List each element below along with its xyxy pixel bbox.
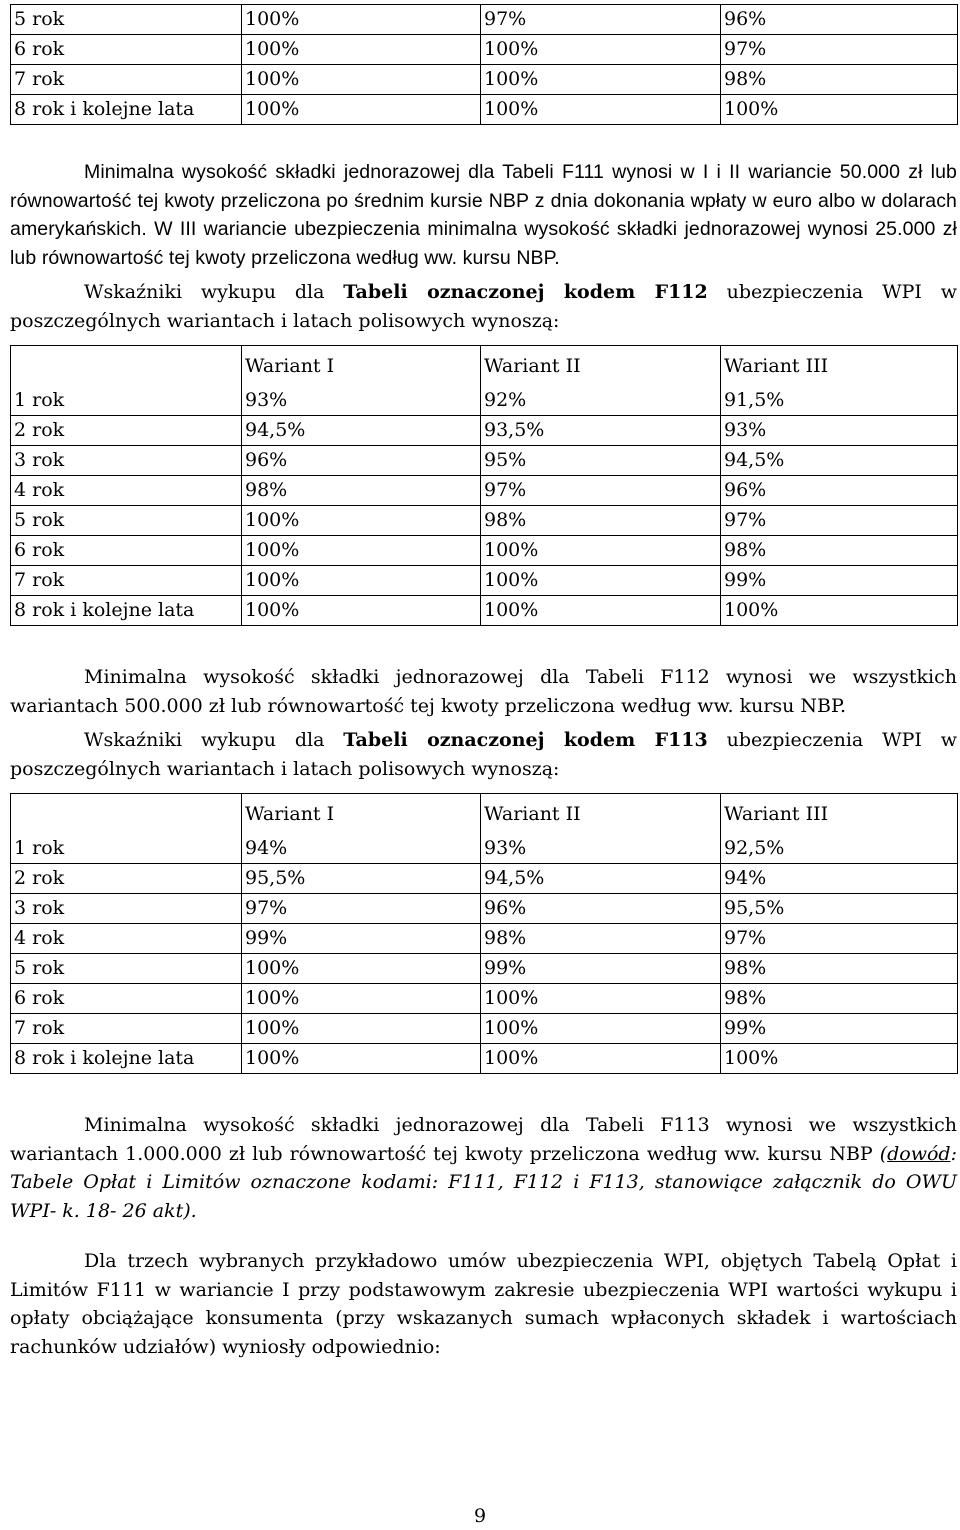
evidence-note: (dowód: Tabele Opłat i Limitów oznaczone kodami: F111, F112 i F113, stanowiące załącznik do OWU WPI- k. 18- 26 akt). xyxy=(10,1142,957,1222)
table-cell: 93% xyxy=(242,386,481,416)
table-cell: 5 rok xyxy=(11,506,242,536)
table-cell: 100% xyxy=(242,506,481,536)
table-row xyxy=(11,924,958,954)
table-cell: 94,5% xyxy=(242,416,481,446)
table-cell: 6 rok xyxy=(11,984,242,1014)
document-page xyxy=(10,4,957,1361)
table-cell: 100% xyxy=(481,596,721,626)
table-row xyxy=(11,984,958,1014)
table-row xyxy=(11,386,958,416)
table-cell: 6 rok xyxy=(11,35,242,65)
table-cell: 98% xyxy=(481,506,721,536)
table-row xyxy=(11,65,958,95)
table-cell: 98% xyxy=(721,984,958,1014)
table-cell: 7 rok xyxy=(11,65,242,95)
table-row xyxy=(11,506,958,536)
paragraph-example-contracts: Dla trzech wybranych przykładowo umów ubezpieczenia WPI, objętych Tabelą Opłat i Limitów F111 w wariancie I przy podstawowym zakresie ubezpieczenia WPI wartości wykupu i opłaty obciążające konsumenta (przy wskazanych sumach wpłaconych składek i wartościach rachunków udziałów) wyniosły odpowiednio: xyxy=(10,1250,957,1358)
table-cell: 100% xyxy=(481,536,721,566)
table-cell: 99% xyxy=(481,954,721,984)
table-cell: 98% xyxy=(721,954,958,984)
table-cell: 94,5% xyxy=(481,864,721,894)
table-cell: 7 rok xyxy=(11,1014,242,1044)
table-cell: 92,5% xyxy=(721,834,958,864)
table-cell: 100% xyxy=(242,35,481,65)
table-cell: 95,5% xyxy=(242,864,481,894)
table-cell: 97% xyxy=(721,35,958,65)
table-cell: 1 rok xyxy=(11,834,242,864)
table-cell: 6 rok xyxy=(11,536,242,566)
table-header-cell xyxy=(11,794,242,835)
table-f112 xyxy=(10,345,958,626)
table-cell: 93% xyxy=(721,416,958,446)
table-f113 xyxy=(10,793,958,1074)
table-cell: 98% xyxy=(481,924,721,954)
table-cell: 3 rok xyxy=(11,446,242,476)
table-cell: 95,5% xyxy=(721,894,958,924)
table-row xyxy=(11,446,958,476)
table-cell: 98% xyxy=(721,65,958,95)
paragraph-f112-intro: Wskaźniki wykupu dla Tabeli oznaczonej kodem F112 ubezpieczenia WPI w poszczególnych wariantach i latach polisowych wynoszą: xyxy=(10,281,957,332)
table-cell: 94,5% xyxy=(721,446,958,476)
table-cell: 96% xyxy=(242,446,481,476)
table-header-cell: Wariant II xyxy=(481,794,721,835)
table-cell: 100% xyxy=(242,1044,481,1074)
table-cell: 100% xyxy=(481,1014,721,1044)
table-cell: 100% xyxy=(242,536,481,566)
table-cell: 100% xyxy=(481,95,721,125)
table-cell: 96% xyxy=(721,476,958,506)
table-cell: 99% xyxy=(242,924,481,954)
table-row xyxy=(11,5,958,35)
table-cell: 100% xyxy=(721,596,958,626)
table-cell: 100% xyxy=(481,984,721,1014)
paragraph-min-premium-f112: Minimalna wysokość składki jednorazowej dla Tabeli F112 wynosi we wszystkich wariantach 500.000 zł lub równowartość tej kwoty przeliczona według ww. kursu NBP. xyxy=(10,666,957,717)
table-header-row xyxy=(11,346,958,387)
table-cell: 96% xyxy=(721,5,958,35)
table-cell: 100% xyxy=(242,596,481,626)
table-code-label: Tabeli oznaczonej kodem F113 xyxy=(343,729,708,751)
table-row xyxy=(11,864,958,894)
table-row xyxy=(11,35,958,65)
table-row xyxy=(11,1044,958,1074)
table-cell: 100% xyxy=(242,954,481,984)
table-cell: 1 rok xyxy=(11,386,242,416)
paragraph-f113-intro: Wskaźniki wykupu dla Tabeli oznaczonej kodem F113 ubezpieczenia WPI w poszczególnych wariantach i latach polisowych wynoszą: xyxy=(10,729,957,780)
table-row xyxy=(11,566,958,596)
table-cell: 98% xyxy=(242,476,481,506)
table-cell: 100% xyxy=(721,95,958,125)
table-cell: 100% xyxy=(242,566,481,596)
table-cell: 2 rok xyxy=(11,864,242,894)
table-row xyxy=(11,95,958,125)
page-number: 9 xyxy=(473,1505,487,1527)
table-cell: 94% xyxy=(242,834,481,864)
table-header-cell: Wariant II xyxy=(481,346,721,387)
paragraph-min-premium-f111: Minimalna wysokość składki jednorazowej dla Tabeli F111 wynosi w I i II wariancie 50.000 zł lub równowartość tej kwoty przeliczona po średnim kursie NBP z dnia dokonania wpłaty w euro albo w dolarach amerykańskich. W III wariancie ubezpieczenia minimalna wysokość składki jednorazowej wynosi 25.000 zł lub równowartość tej kwoty przeliczona według ww. kursu NBP. xyxy=(10,161,957,269)
table-row xyxy=(11,416,958,446)
table-row xyxy=(11,894,958,924)
table-row xyxy=(11,596,958,626)
table-header-cell: Wariant III xyxy=(721,794,958,835)
table-cell: 2 rok xyxy=(11,416,242,446)
table-row xyxy=(11,834,958,864)
table-cell: 5 rok xyxy=(11,954,242,984)
table-cell: 100% xyxy=(481,566,721,596)
table-cell: 99% xyxy=(721,566,958,596)
table-cell: 100% xyxy=(481,1044,721,1074)
table-cell: 94% xyxy=(721,864,958,894)
table-cell: 100% xyxy=(481,35,721,65)
evidence-label: dowód xyxy=(887,1142,951,1165)
table-cell: 100% xyxy=(242,1014,481,1044)
table-cell: 8 rok i kolejne lata xyxy=(11,1044,242,1074)
table-cell: 100% xyxy=(242,984,481,1014)
table-cell: 4 rok xyxy=(11,924,242,954)
table-cell: 97% xyxy=(721,924,958,954)
table-header-cell: Wariant I xyxy=(242,794,481,835)
table-row xyxy=(11,476,958,506)
table-f111-continued xyxy=(10,4,958,125)
paragraph-min-premium-f113: Minimalna wysokość składki jednorazowej dla Tabeli F113 wynosi we wszystkich wariantach 1.000.000 zł lub równowartość tej kwoty przeliczona według ww. kursu NBP (dowód: Tabele Opłat i Limitów oznaczone kodami: F111, F112 i F113, stanowiące załącznik do OWU WPI- k. 18- 26 akt). xyxy=(10,1114,957,1222)
table-cell: 93% xyxy=(481,834,721,864)
table-cell: 100% xyxy=(481,65,721,95)
table-cell: 100% xyxy=(242,5,481,35)
table-cell: 97% xyxy=(242,894,481,924)
table-cell: 91,5% xyxy=(721,386,958,416)
table-cell: 7 rok xyxy=(11,566,242,596)
table-cell: 8 rok i kolejne lata xyxy=(11,596,242,626)
table-cell: 99% xyxy=(721,1014,958,1044)
table-cell: 100% xyxy=(721,1044,958,1074)
table-header-row xyxy=(11,794,958,835)
table-cell: 96% xyxy=(481,894,721,924)
table-cell: 95% xyxy=(481,446,721,476)
table-cell: 98% xyxy=(721,536,958,566)
table-row xyxy=(11,536,958,566)
table-code-label: Tabeli oznaczonej kodem F112 xyxy=(343,281,708,303)
table-cell: 4 rok xyxy=(11,476,242,506)
table-cell: 92% xyxy=(481,386,721,416)
table-cell: 8 rok i kolejne lata xyxy=(11,95,242,125)
table-cell: 97% xyxy=(721,506,958,536)
table-cell: 3 rok xyxy=(11,894,242,924)
table-header-cell: Wariant III xyxy=(721,346,958,387)
table-cell: 5 rok xyxy=(11,5,242,35)
table-row xyxy=(11,1014,958,1044)
table-cell: 93,5% xyxy=(481,416,721,446)
table-cell: 100% xyxy=(242,95,481,125)
table-header-cell xyxy=(11,346,242,387)
table-cell: 97% xyxy=(481,5,721,35)
table-row xyxy=(11,954,958,984)
table-cell: 97% xyxy=(481,476,721,506)
table-header-cell: Wariant I xyxy=(242,346,481,387)
table-cell: 100% xyxy=(242,65,481,95)
